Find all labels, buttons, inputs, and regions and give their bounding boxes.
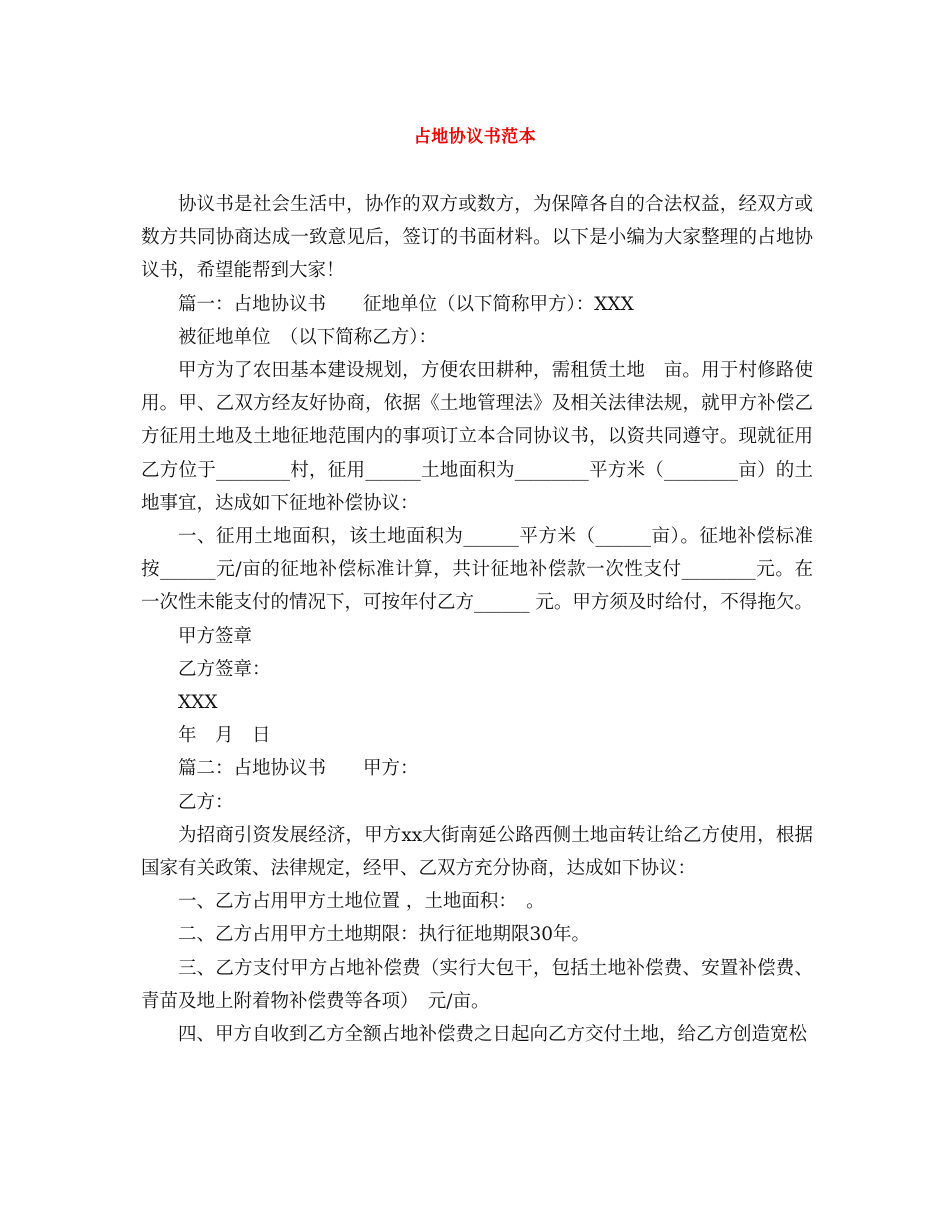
purpose-paragraph: 为招商引资发展经济，甲方xx大街南延公路西侧土地亩转让给乙方使用，根据国家有关政策、法律规定，经甲、乙双方充分协商，达成如下协议： [141,824,813,880]
part-one-heading: 篇一：占地协议书 征地单位（以下简称甲方）：XXX [178,293,634,315]
document-body [141,188,813,1051]
document-title: 占地协议书范本 [413,127,537,147]
clause-one-paragraph: 一、征用土地面积，该土地面积为______平方米（______亩）。征地补偿标准按______元/亩的征地补偿标准计算，共计征地补偿款一次性支付________元。在一次性未能支付的情况下，可按年付乙方______ 元。甲方须及时给付，不得拖欠。 [141,526,813,614]
party-b-line: 被征地单位 （以下简称乙方）： [178,326,438,348]
part-two-heading: 篇二：占地协议书 甲方： [178,758,419,780]
signatory-name: XXX [178,692,218,714]
party-b-line-2: 乙方： [178,791,234,813]
party-b-signature-line: 乙方签章： [178,658,271,680]
party-a-signature-line: 甲方签章 [178,625,253,647]
clause-item-four: 四、甲方自收到乙方全额占地补偿费之日起向乙方交付土地，给乙方创造宽松 [178,1024,808,1046]
date-line: 年 月 日 [178,725,271,747]
clause-item-three: 三、乙方支付甲方占地补偿费（实行大包干，包括土地补偿费、安置补偿费、青苗及地上附着物补偿费等各项） 元/亩。 [141,957,813,1012]
clause-item-two: 二、乙方占用甲方土地期限：执行征地期限30年。 [178,924,591,946]
agreement-paragraph: 甲方为了农田基本建设规划，方便农田耕种，需租赁土地 亩。用于村修路使用。甲、乙双方经友好协商，依据《土地管理法》及相关法律法规，就甲方补偿乙方征用土地及土地征地范围内的事项订立本合同协议书，以资共同遵守。现就征用乙方位于________村，征用______土地面积为________平方米（________亩）的土地事宜，达成如下征地补偿协议： [141,360,813,514]
clause-item-one: 一、乙方占用甲方土地位置 ，土地面积： 。 [178,891,545,913]
intro-paragraph: 协议书是社会生活中，协作的双方或数方，为保障各自的合法权益，经双方或数方共同协商达成一致意见后，签订的书面材料。以下是小编为大家整理的占地协议书，希望能帮到大家！ [141,194,813,282]
